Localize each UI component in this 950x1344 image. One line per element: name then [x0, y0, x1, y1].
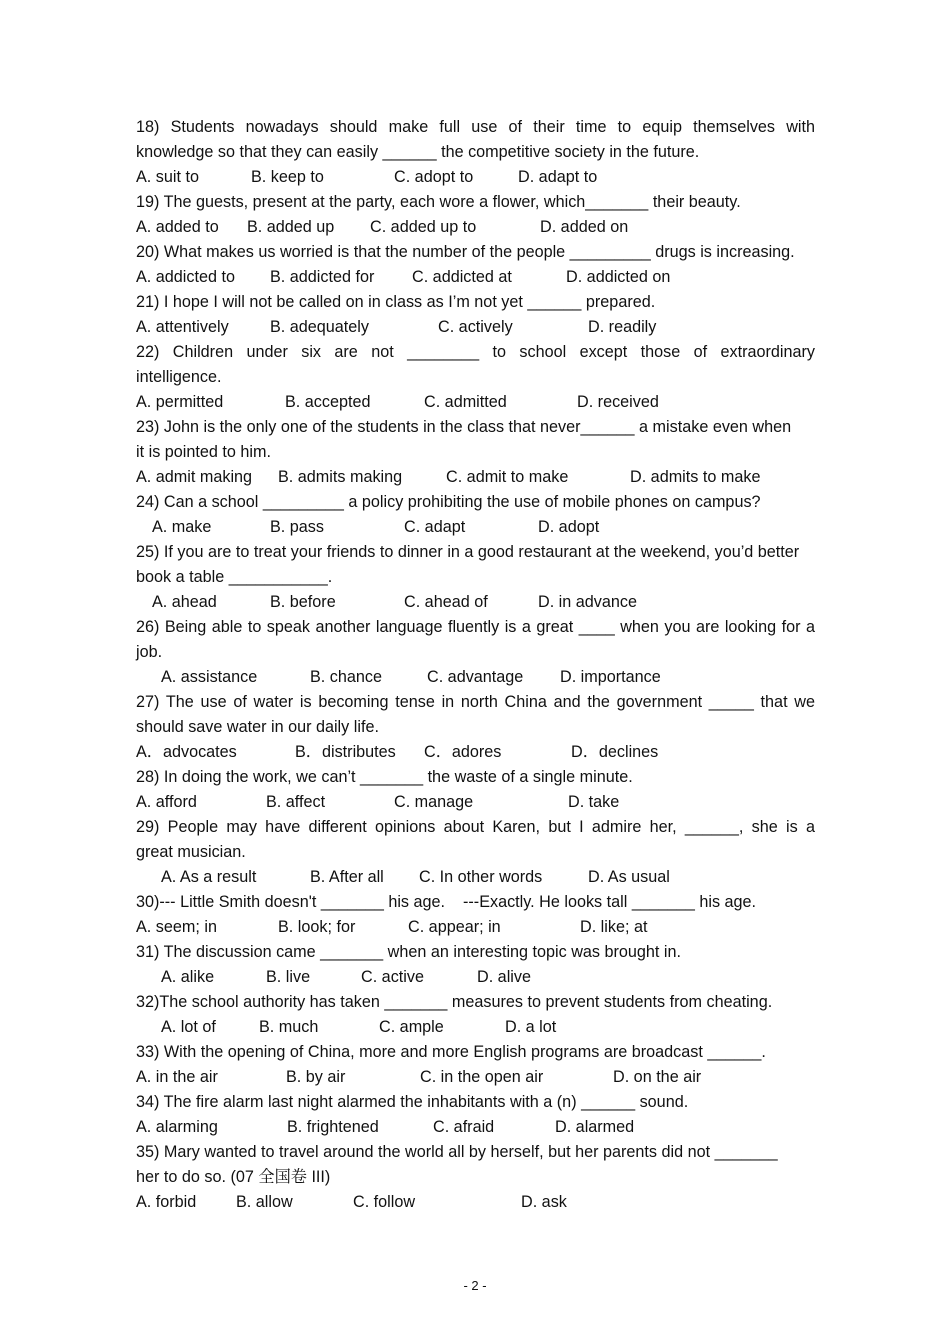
question-stem-line: 29) People may have different opinions about Karen, but I admire her, ______, she is a	[136, 818, 815, 836]
answer-option: A. in the air	[136, 1068, 218, 1086]
option-row	[136, 515, 815, 540]
answer-option: C. ahead of	[404, 593, 488, 611]
answer-option: B. much	[259, 1018, 319, 1036]
question-stem-line: 22) Children under six are not ________ to school except those of extraordinary	[136, 343, 815, 361]
question-stem-line: 21) I hope I will not be called on in class as I’m not yet ______ prepared.	[136, 293, 656, 311]
answer-option: B. admits making	[278, 468, 403, 486]
option-row	[136, 165, 815, 190]
option-row	[136, 790, 815, 815]
question-stem-line: 31) The discussion came _______ when an interesting topic was brought in.	[136, 943, 682, 961]
question-stem-line: 30)--- Little Smith doesn't _______ his age. ---Exactly. He looks tall _______ his age.	[136, 893, 757, 911]
answer-option: D. in advance	[538, 593, 637, 611]
question-stem-line: 18) Students nowadays should make full use of their time to equip themselves with	[136, 118, 815, 136]
answer-option: B. adequately	[270, 318, 369, 336]
question-stem-line: 27) The use of water is becoming tense in north China and the government _____ that we	[136, 693, 815, 711]
answer-option: D. adapt to	[518, 168, 598, 186]
question-stem-line: 28) In doing the work, we can’t _______ the waste of a single minute.	[136, 768, 633, 786]
answer-option: A. alike	[161, 968, 215, 986]
question-stem-line: 20) What makes us worried is that the number of the people _________ drugs is increasing.	[136, 243, 795, 261]
answer-option: B. After all	[310, 868, 384, 886]
question-stem-line: 33) With the opening of China, more and more English programs are broadcast ______.	[136, 1043, 766, 1061]
question-stem-line: 25) If you are to treat your friends to dinner in a good restaurant at the weekend, you’d better	[136, 543, 800, 561]
question-stem-line: book a table ___________.	[136, 568, 333, 586]
answer-option: B. look; for	[278, 918, 356, 936]
answer-option: C. added up to	[370, 218, 477, 236]
option-row	[136, 1015, 815, 1040]
option-row	[136, 265, 815, 290]
answer-option: A. permitted	[136, 393, 224, 411]
answer-option: A. afford	[136, 793, 197, 811]
option-row	[136, 465, 815, 490]
answer-option: D．declines	[571, 743, 659, 761]
answer-option: C．adores	[424, 743, 502, 761]
answer-option: C. appear; in	[408, 918, 501, 936]
option-row	[136, 315, 815, 340]
answer-option: C. In other words	[419, 868, 543, 886]
answer-option: C. active	[361, 968, 424, 986]
question-stem-line: should save water in our daily life.	[136, 718, 379, 736]
option-row	[136, 740, 815, 765]
answer-option: A. alarming	[136, 1118, 218, 1136]
answer-option: D. ask	[521, 1193, 567, 1211]
answer-option: C. actively	[438, 318, 513, 336]
answer-option: A．advocates	[136, 743, 237, 761]
answer-option: B. keep to	[251, 168, 324, 186]
option-row	[136, 215, 815, 240]
answer-option: C. adapt	[404, 518, 466, 536]
answer-option: A. seem; in	[136, 918, 217, 936]
answer-option: D. received	[577, 393, 659, 411]
answer-option: B. chance	[310, 668, 382, 686]
answer-option: C. afraid	[433, 1118, 495, 1136]
question-stem-line: knowledge so that they can easily ______ the competitive society in the future.	[136, 143, 700, 161]
answer-option: B. allow	[236, 1193, 293, 1211]
answer-option: D. alive	[477, 968, 531, 986]
answer-option: C. adopt to	[394, 168, 474, 186]
answer-option: D. alarmed	[555, 1118, 635, 1136]
answer-option: D. admits to make	[630, 468, 761, 486]
option-row	[136, 915, 815, 940]
answer-option: A. addicted to	[136, 268, 235, 286]
answer-option: C. advantage	[427, 668, 524, 686]
answer-option: A. added to	[136, 218, 219, 236]
answer-option: B. added up	[247, 218, 335, 236]
answer-option: C. manage	[394, 793, 474, 811]
answer-option: D. take	[568, 793, 620, 811]
option-row	[136, 1190, 815, 1215]
answer-option: B. by air	[286, 1068, 346, 1086]
option-row	[136, 590, 815, 615]
answer-option: D. adopt	[538, 518, 600, 536]
answer-option: B．distributes	[295, 743, 396, 761]
question-stem-line: intelligence.	[136, 368, 222, 386]
question-stem-line: 23) John is the only one of the students in the class that never______ a mistake even when	[136, 418, 792, 436]
answer-option: C. ample	[379, 1018, 444, 1036]
option-row	[136, 390, 815, 415]
answer-option: C. addicted at	[412, 268, 512, 286]
question-stem-line: 34) The fire alarm last night alarmed the inhabitants with a (n) ______ sound.	[136, 1093, 689, 1111]
question-stem-line: it is pointed to him.	[136, 443, 271, 461]
answer-option: D. importance	[560, 668, 661, 686]
answer-option: A. suit to	[136, 168, 199, 186]
answer-option: D. on the air	[613, 1068, 702, 1086]
answer-option: C. follow	[353, 1193, 416, 1211]
question-stem-line: great musician.	[136, 843, 246, 861]
answer-option: B. frightened	[287, 1118, 379, 1136]
answer-option: A. make	[152, 518, 212, 536]
question-stem-line: job.	[136, 643, 163, 661]
answer-option: A. forbid	[136, 1193, 197, 1211]
answer-option: D. readily	[588, 318, 657, 336]
page-number: - 2 -	[463, 1278, 487, 1293]
answer-option: A. attentively	[136, 318, 229, 336]
answer-option: A. As a result	[161, 868, 257, 886]
answer-option: B. before	[270, 593, 336, 611]
option-row	[136, 1065, 815, 1090]
option-row	[136, 665, 815, 690]
option-row	[136, 1115, 815, 1140]
question-stem-line: 19) The guests, present at the party, each wore a flower, which_______ their beauty.	[136, 193, 741, 211]
answer-option: B. accepted	[285, 393, 371, 411]
question-stem-line: 26) Being able to speak another language fluently is a great ____ when you are looking for a	[136, 618, 815, 636]
answer-option: A. ahead	[152, 593, 217, 611]
answer-option: D. addicted on	[566, 268, 671, 286]
answer-option: B. affect	[266, 793, 326, 811]
question-stem-line: her to do so. (07 全国卷 III)	[136, 1168, 331, 1186]
answer-option: D. As usual	[588, 868, 670, 886]
answer-option: A. assistance	[161, 668, 258, 686]
answer-option: A. admit making	[136, 468, 253, 486]
question-stem-line: 24) Can a school _________ a policy prohibiting the use of mobile phones on campus?	[136, 493, 761, 511]
answer-option: A. lot of	[161, 1018, 216, 1036]
answer-option: B. pass	[270, 518, 324, 536]
question-stem-line: 32)The school authority has taken _______ measures to prevent students from cheating.	[136, 993, 773, 1011]
option-row	[136, 965, 815, 990]
answer-option: C. admitted	[424, 393, 507, 411]
answer-option: D. like; at	[580, 918, 648, 936]
answer-option: B. live	[266, 968, 311, 986]
question-stem-line: 35) Mary wanted to travel around the world all by herself, but her parents did not _______	[136, 1143, 778, 1161]
option-row	[136, 865, 815, 890]
answer-option: B. addicted for	[270, 268, 375, 286]
answer-option: D. a lot	[505, 1018, 557, 1036]
answer-option: C. in the open air	[420, 1068, 544, 1086]
answer-option: D. added on	[540, 218, 629, 236]
answer-option: C. admit to make	[446, 468, 569, 486]
question-list	[136, 115, 815, 1215]
